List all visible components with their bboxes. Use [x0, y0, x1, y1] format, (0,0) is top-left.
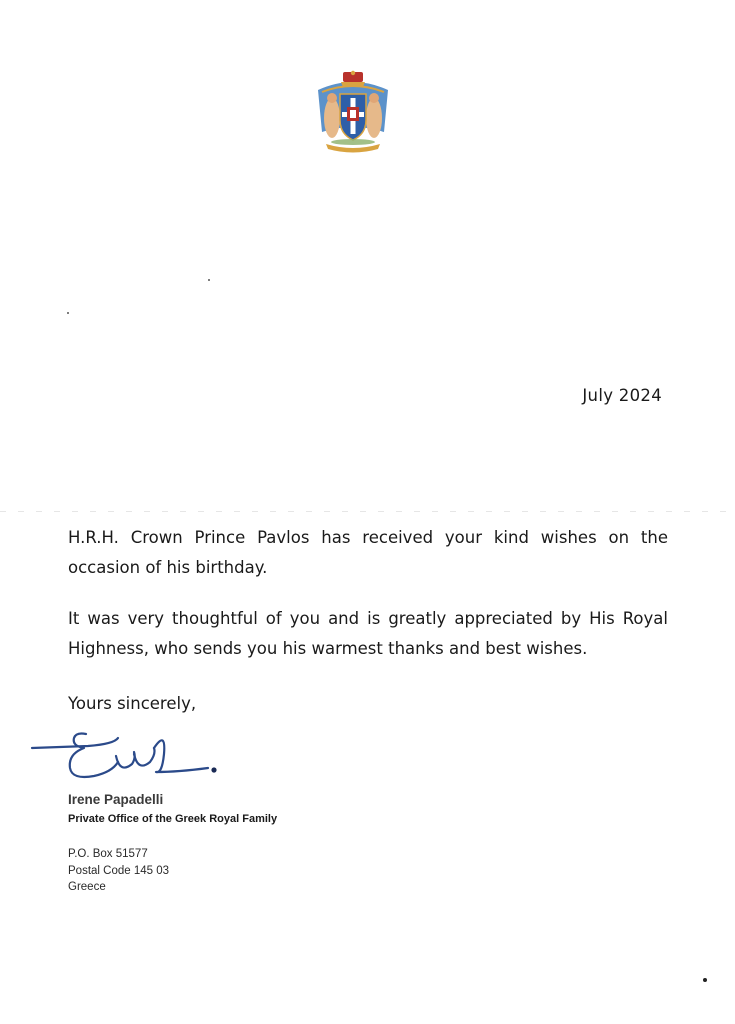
address-line: P.O. Box 51577 [68, 848, 148, 860]
postal-address [68, 846, 169, 896]
letter-paragraph-2: It was very thoughtful of you and is greatly appreciated by His Royal Highness, who sends you his warmest thanks and best wishes. [68, 609, 668, 658]
scan-speck [67, 312, 69, 314]
signer-name: Irene Papadelli [68, 792, 164, 807]
greek-royal-coat-of-arms-icon [312, 70, 394, 154]
letter-date: July 2024 [582, 386, 662, 405]
address-line: Greece [68, 881, 106, 893]
handwritten-signature-icon [28, 724, 228, 786]
signer-office: Private Office of the Greek Royal Family [68, 813, 278, 825]
letter-closing: Yours sincerely, [68, 694, 197, 713]
scan-speck [208, 279, 210, 281]
address-line: Postal Code 145 03 [68, 864, 170, 877]
scan-line [0, 511, 735, 512]
scan-speck [703, 978, 707, 982]
letter-paragraph-1: H.R.H. Crown Prince Pavlos has received your kind wishes on the occasion of his birthday. [68, 528, 668, 577]
